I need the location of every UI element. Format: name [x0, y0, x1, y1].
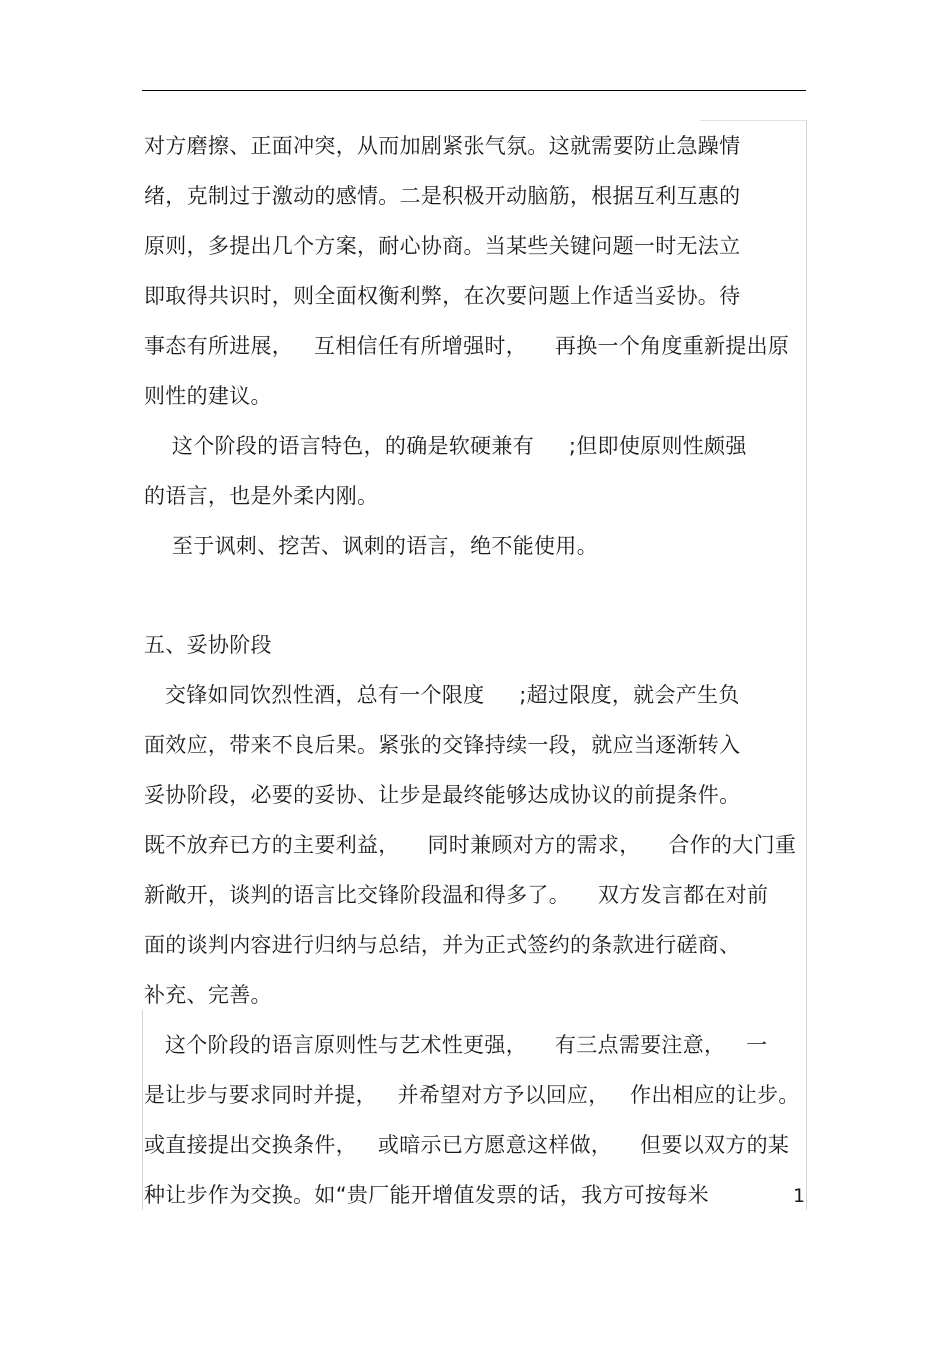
text-line: 面的谈判内容进行归纳与总结，并为正式签约的条款进行磋商、 [144, 933, 741, 957]
text-line: 的语言，也是外柔内刚。 [144, 484, 379, 508]
text-line: 绪，克制过于激动的感情。二是积极开动脑筋，根据互利互惠的 [144, 184, 741, 208]
text-line: 既不放弃已方的主要利益， 同时兼顾对方的需求， 合作的大门重 [144, 833, 797, 857]
page-number: 1 [793, 1185, 806, 1207]
text-line: 种让步作为交换。如“贵厂能开增值发票的话，我方可按每米 [144, 1183, 709, 1207]
header-rule [142, 90, 806, 91]
text-line: 或直接提出交换条件， 或暗示已方愿意这样做， 但要以双方的某 [144, 1133, 790, 1157]
frame-border-top [700, 120, 806, 121]
text-line: 这个阶段的语言原则性与艺术性更强， 有三点需要注意， 一 [144, 1033, 768, 1057]
text-line: 妥协阶段，必要的妥协、让步是最终能够达成协议的前提条件。 [144, 783, 741, 807]
text-line: 面效应，带来不良后果。紧张的交锋持续一段，就应当逐渐转入 [144, 733, 741, 757]
text-line: 至于讽刺、挖苦、讽刺的语言，绝不能使用。 [144, 534, 598, 558]
text-line: 补充、完善。 [144, 983, 272, 1007]
text-line: 新敞开，谈判的语言比交锋阶段温和得多了。 双方发言都在对前 [144, 883, 769, 907]
text-line: 交锋如同饮烈性酒，总有一个限度 ;超过限度，就会产生负 [144, 683, 740, 707]
text-line: 事态有所进展， 互相信任有所增强时， 再换一个角度重新提出原 [144, 334, 790, 358]
frame-border-right [806, 120, 807, 1210]
text-line: 则性的建议。 [144, 384, 272, 408]
frame-border-left [142, 1010, 143, 1210]
text-line: 这个阶段的语言特色，的确是软硬兼有 ;但即使原则性颇强 [144, 434, 747, 458]
section-heading: 五、妥协阶段 [144, 633, 272, 657]
text-line: 即取得共识时，则全面权衡利弊，在次要问题上作适当妥协。待 [144, 284, 741, 308]
text-line: 对方磨擦、正面冲突，从而加剧紧张气氛。这就需要防止急躁情 [144, 134, 741, 158]
text-line: 是让步与要求同时并提， 并希望对方予以回应， 作出相应的让步。 [144, 1083, 800, 1107]
text-line: 原则，多提出几个方案，耐心协商。当某些关键问题一时无法立 [144, 234, 741, 258]
